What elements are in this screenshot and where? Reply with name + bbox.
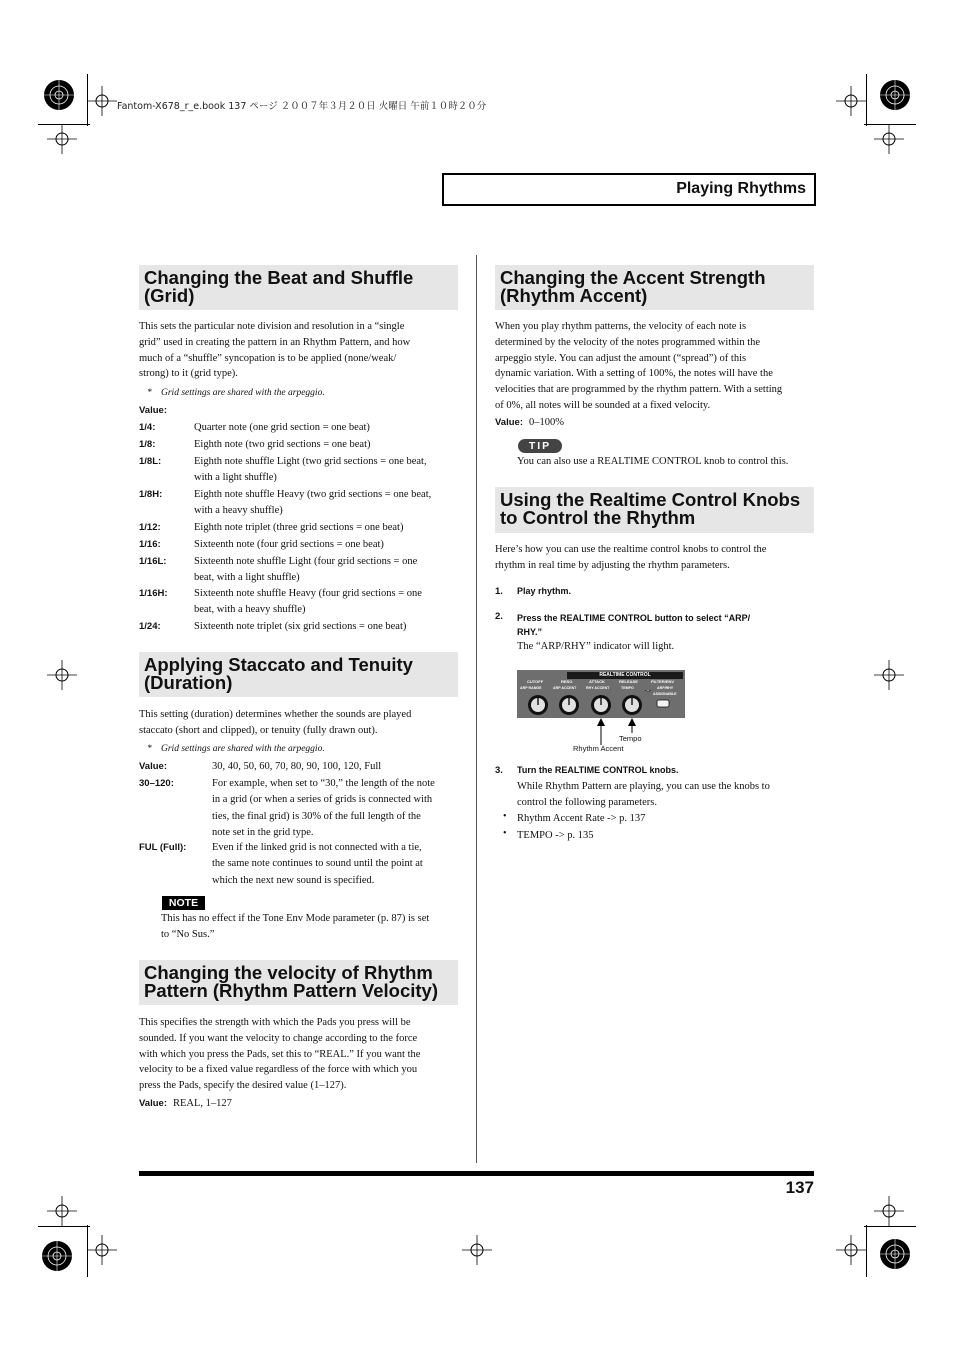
body-line: This sets the particular note division and resolution in a “single (139, 321, 405, 332)
step-number: 3. (495, 765, 503, 776)
section-heading-accent (495, 265, 814, 310)
desc-line: beat, with a light shuffle) (194, 572, 300, 584)
body-line: of 0%, all notes will be sounded at a fixed velocity. (495, 399, 711, 411)
heading-line: Applying Staccato and Tenuity (144, 654, 413, 675)
crosshair-icon (874, 124, 904, 154)
knob-icon (528, 695, 548, 715)
body-line: strong) to it (grid type). (139, 368, 238, 380)
section-heading-velocity (139, 960, 458, 1005)
value-key: 1/16: (139, 539, 161, 550)
desc-line: note set in the grid type. (212, 827, 314, 839)
value-desc (194, 437, 371, 453)
tip-badge: TIP (518, 439, 562, 453)
crosshair-icon (874, 660, 904, 690)
value-key: 1/16L: (139, 556, 167, 567)
desc-line: Even if the linked grid is not connected with a tie, (212, 842, 422, 853)
value-desc (194, 619, 406, 635)
registration-target-icon (36, 1235, 78, 1277)
crosshair-icon (47, 1196, 77, 1226)
crosshair-icon (87, 1235, 117, 1265)
crosshair-icon (874, 1196, 904, 1226)
value-key: 1/4: (139, 422, 156, 433)
desc-line: For example, when set to “30,” the length of the note (212, 778, 435, 789)
panel-label: FILTER/ENV (651, 679, 675, 684)
body-line: grid” used in creating the pattern in an Rhythm Pattern, and how (139, 336, 411, 348)
panel-label: ARP ACCENT (553, 686, 577, 690)
panel-label: CUTOFF (527, 679, 544, 684)
crosshair-icon (836, 1235, 866, 1265)
value-desc (212, 840, 462, 889)
value-desc (194, 454, 427, 487)
value-desc (194, 537, 384, 553)
value-desc (194, 487, 431, 520)
body-line: with which you press the Pads, set this to “REAL.” If you want the (139, 1048, 421, 1060)
registration-target-icon (874, 1233, 916, 1275)
desc-line: Sixteenth note (four grid sections = one beat) (194, 539, 384, 550)
heading-line: Changing the Accent Strength (500, 267, 766, 288)
step-line: RHY.” (517, 627, 543, 637)
step-text: Turn the REALTIME CONTROL knobs. (517, 765, 679, 775)
value-desc: 0–100% (529, 417, 564, 428)
desc-line: Quarter note (one grid section = one beat) (194, 422, 370, 433)
value-key: 30–120: (139, 778, 174, 789)
value-key: 1/16H: (139, 588, 168, 599)
desc-line: which the next new sound is specified. (212, 874, 375, 886)
velocity-body (139, 1015, 464, 1094)
step-line: Press the REALTIME CONTROL button to select “ARP/ (517, 613, 751, 623)
crop-mark (864, 1226, 916, 1227)
crop-mark (864, 124, 916, 125)
body-line: dynamic variation. With a setting of 100%, the notes will have the (495, 368, 773, 380)
panel-label: ATTACK (589, 679, 605, 684)
body-line: determined by the velocity of the notes programmed within the (495, 336, 761, 348)
body-line: This specifies the strength with which the Pads you press will be (139, 1017, 411, 1028)
value-desc (194, 586, 422, 619)
panel-label: RELEASE (619, 679, 638, 684)
footer-rule (139, 1171, 814, 1176)
desc-line: in a grid (or when a series of grids is connected with (212, 794, 433, 806)
note-text (161, 911, 461, 943)
desc-line: Eighth note shuffle Heavy (two grid sections = one beat, (194, 489, 432, 500)
value-label: Value: (139, 1098, 167, 1109)
value-key: FUL (Full): (139, 842, 187, 853)
step-sub (517, 779, 770, 810)
value-label: Value: (495, 417, 523, 428)
desc-line: Sixteenth note shuffle Light (four grid sections = one (194, 556, 418, 567)
heading-line: (Grid) (144, 285, 195, 306)
body-line: much of a “shuffle” syncopation is to be applied (none/weak/ (139, 352, 397, 364)
crop-mark (866, 1225, 867, 1277)
step-text (517, 611, 750, 639)
desc-line: Eighth note triplet (three grid sections = one beat) (194, 522, 404, 533)
crop-mark (87, 74, 88, 126)
section-heading-realtime (495, 487, 814, 533)
heading-line: (Rhythm Accent) (500, 285, 648, 306)
panel-label: ARP/RHY (657, 686, 674, 690)
section-heading-grid (139, 265, 458, 310)
value-key: 1/8H: (139, 489, 163, 500)
tip-text: You can also use a REALTIME CONTROL knob to control this. (517, 456, 789, 467)
panel-label: TEMPO (621, 686, 634, 690)
step-sub: The “ARP/RHY” indicator will light. (517, 641, 675, 652)
value-desc: 30, 40, 50, 60, 70, 80, 90, 100, 120, Full (212, 761, 382, 772)
body-line: Here’s how you can use the realtime control knobs to control the (495, 544, 767, 555)
duration-note: Grid settings are shared with the arpeggio. (161, 744, 325, 754)
crosshair-icon (836, 86, 866, 116)
heading-line: to Control the Rhythm (500, 507, 696, 528)
desc-line: This has no effect if the Tone Env Mode parameter (p. 87) is set (161, 913, 430, 924)
value-key: 1/8: (139, 439, 156, 450)
step-number: 2. (495, 611, 503, 622)
desc-line: the same note continues to sound until the point at (212, 858, 423, 870)
crosshair-icon (87, 86, 117, 116)
crosshair-icon (47, 660, 77, 690)
crop-mark (87, 1225, 88, 1277)
panel-label: ARP RANGE (520, 686, 542, 690)
registration-target-icon (874, 74, 916, 116)
running-header (442, 173, 816, 206)
value-label: Value: (139, 761, 167, 772)
body-line: arpeggio style. You can adjust the amount (“spread”) of this (495, 352, 747, 364)
panel-label: ASSIGNABLE (653, 692, 677, 696)
value-desc (194, 520, 403, 536)
duration-body (139, 707, 464, 739)
crosshair-icon (47, 124, 77, 154)
value-desc: REAL, 1–127 (173, 1098, 232, 1109)
desc-line: beat, with a heavy shuffle) (194, 604, 306, 616)
note-asterisk: * (147, 744, 152, 754)
desc-line: While Rhythm Pattern are playing, you can use the knobs to (517, 781, 770, 792)
section-heading-duration (139, 652, 458, 697)
heading-line: Changing the velocity of Rhythm (144, 962, 433, 983)
step-text: Play rhythm. (517, 586, 572, 596)
value-desc (194, 554, 417, 587)
knob-icon (559, 695, 579, 715)
crosshair-icon (462, 1235, 492, 1265)
body-line: When you play rhythm patterns, the velocity of each note is (495, 321, 747, 332)
step-number: 1. (495, 586, 503, 597)
desc-line: Eighth note shuffle Light (two grid sections = one beat, (194, 456, 427, 467)
desc-line: to “No Sus.” (161, 929, 215, 940)
knob-icon (622, 695, 642, 715)
callout-tempo: Tempo (619, 734, 642, 743)
heading-line: Changing the Beat and Shuffle (144, 267, 414, 288)
crop-mark (866, 74, 867, 126)
crop-mark (38, 1226, 90, 1227)
desc-line: Sixteenth note triplet (six grid sections = one beat) (194, 621, 407, 632)
registration-target-icon (38, 74, 80, 116)
body-line: sounded. If you want the velocity to change according to the force (139, 1032, 418, 1044)
bullet-item: TEMPO -> p. 135 (517, 830, 594, 841)
value-key: 1/12: (139, 522, 161, 533)
running-header-title: Playing Rhythms (676, 180, 806, 197)
column-divider (476, 255, 477, 1163)
accent-body (495, 319, 820, 414)
desc-line: ties, the final grid) is 30% of the full length of the (212, 810, 421, 822)
body-line: staccato (short and clipped), or tenuity (fully drawn out). (139, 724, 378, 736)
body-line: press the Pads, specify the desired value (1–127). (139, 1080, 347, 1092)
realtime-body (495, 542, 820, 574)
desc-line: Eighth note (two grid sections = one beat) (194, 439, 371, 450)
page-number: 137 (785, 1178, 814, 1197)
knob-icon (591, 695, 611, 715)
panel-title: REALTIME CONTROL (567, 672, 683, 679)
print-header: Fantom-X678_r_e.book 137 ページ ２００７年３月２０日 火曜日 午前１０時２０分 (117, 101, 487, 112)
desc-line: with a heavy shuffle) (194, 505, 283, 517)
note-badge: NOTE (162, 896, 205, 910)
body-line: velocities that are programmed by the rhythm pattern. With a setting (495, 384, 783, 396)
heading-line: Using the Realtime Control Knobs (500, 489, 801, 510)
value-key: 1/24: (139, 621, 161, 632)
realtime-control-button (657, 700, 669, 707)
callout-rhythm-accent: Rhythm Accent (573, 744, 624, 753)
realtime-control-panel (517, 670, 685, 718)
body-line: velocity to be a fixed value regardless of the force with which you (139, 1064, 418, 1076)
value-desc (212, 776, 462, 842)
body-line: This setting (duration) determines whether the sounds are played (139, 709, 412, 720)
value-label: Value: (139, 405, 167, 416)
body-line: rhythm in real time by adjusting the rhythm parameters. (495, 559, 730, 571)
desc-line: with a light shuffle) (194, 472, 277, 484)
crop-mark (38, 124, 90, 125)
desc-line: control the following parameters. (517, 796, 657, 808)
value-key: 1/8L: (139, 456, 162, 467)
grid-body (139, 319, 464, 382)
heading-line: Pattern (Rhythm Pattern Velocity) (144, 980, 439, 1001)
indicator-light-icon (640, 690, 656, 691)
panel-label: RHY ACCENT (586, 686, 610, 690)
desc-line: Sixteenth note shuffle Heavy (four grid sections = one (194, 588, 422, 599)
bullet-icon: • (503, 828, 507, 839)
bullet-item: Rhythm Accent Rate -> p. 137 (517, 813, 646, 824)
bullet-icon: • (503, 811, 507, 822)
panel-label: RESO (561, 679, 573, 684)
value-desc (194, 420, 370, 436)
grid-note: Grid settings are shared with the arpeggio. (161, 388, 325, 398)
note-asterisk: * (147, 388, 152, 398)
panel-knobs (517, 690, 685, 718)
heading-line: (Duration) (144, 672, 233, 693)
